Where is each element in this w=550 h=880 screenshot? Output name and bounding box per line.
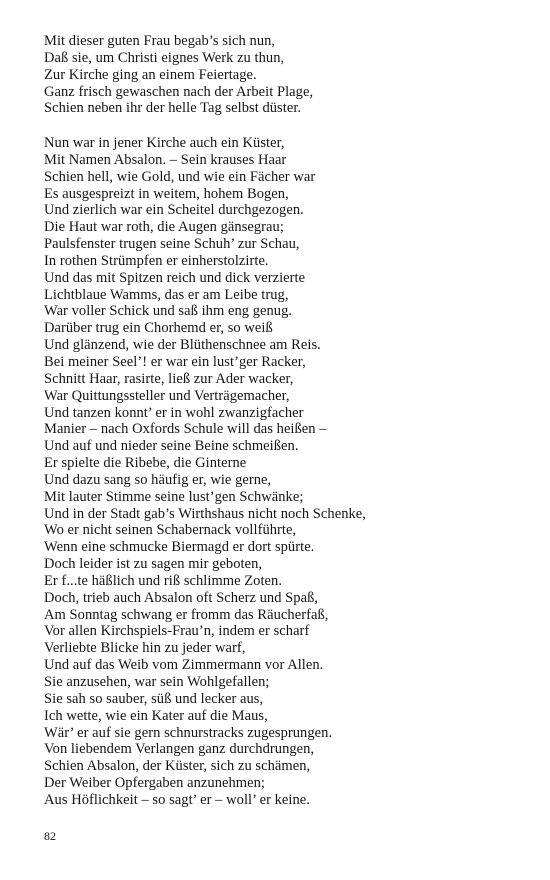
verse-line: Lichtblaue Wamms, das er am Leibe trug, bbox=[44, 286, 289, 303]
verse-line: Darüber trug ein Chorhemd er, so weiß bbox=[44, 320, 273, 337]
verse-line: Und auf das Weib vom Zimmermann vor Allen. bbox=[44, 657, 324, 674]
verse-line: Manier – nach Oxfords Schule will das heißen – bbox=[44, 421, 327, 438]
verse-line: War Quittungssteller und Verträgemacher, bbox=[44, 387, 290, 404]
verse-line: Und in der Stadt gab’s Wirthshaus nicht noch Schenke, bbox=[44, 505, 366, 522]
verse-line: Doch leider ist zu sagen mir geboten, bbox=[44, 556, 263, 573]
verse-line: Ganz frisch gewaschen nach der Arbeit Plage, bbox=[44, 83, 314, 100]
verse-line: Ich wette, wie ein Kater auf die Maus, bbox=[44, 707, 268, 724]
verse-line: Aus Höflichkeit – so sagt’ er – woll’ er keine. bbox=[44, 791, 310, 808]
verse-line: War voller Schick und saß ihm eng genug. bbox=[44, 303, 293, 320]
verse-line: Und glänzend, wie der Blüthenschnee am Reis. bbox=[44, 337, 321, 354]
verse-line: Doch, trieb auch Absalon oft Scherz und Spaß, bbox=[44, 589, 319, 606]
verse-line: Schien neben ihr der helle Tag selbst düster. bbox=[44, 100, 302, 117]
verse-line: Schien Absalon, der Küster, sich zu schämen, bbox=[44, 758, 311, 775]
verse-line: Wär’ er auf sie gern schnurstracks zugesprungen. bbox=[44, 724, 333, 741]
verse-line: In rothen Strümpfen er einherstolzirte. bbox=[44, 252, 269, 269]
verse-line: Und das mit Spitzen reich und dick verzierte bbox=[44, 269, 306, 286]
verse-line: Und auf und nieder seine Beine schmeißen. bbox=[44, 438, 299, 455]
verse-line: Bei meiner Seel’! er war ein lust’ger Racker, bbox=[44, 353, 306, 370]
verse-line: Schien hell, wie Gold, und wie ein Fächer war bbox=[44, 168, 316, 185]
page-number: 82 bbox=[44, 829, 56, 843]
verse-line: Der Weiber Opfergaben anzunehmen; bbox=[44, 775, 265, 792]
stanza-2 bbox=[44, 135, 366, 809]
verse-line: Er spielte die Ribebe, die Ginterne bbox=[44, 455, 247, 472]
verse-line: Mit Namen Absalon. – Sein krauses Haar bbox=[44, 151, 287, 168]
verse-line: Vor allen Kirchspiels-Frau’n, indem er scharf bbox=[44, 623, 310, 640]
verse-line: Mit dieser guten Frau begab’s sich nun, bbox=[44, 33, 276, 49]
verse-line: Er f...te häßlich und riß schlimme Zoten. bbox=[44, 572, 283, 589]
verse-line: Die Haut war roth, die Augen gänsegrau; bbox=[44, 219, 284, 236]
verse-line: Sie anzusehen, war sein Wohlgefallen; bbox=[44, 674, 270, 690]
verse-line: Paulsfenster trugen seine Schuh’ zur Schau, bbox=[44, 236, 300, 253]
verse-line: Wenn eine schmucke Biermagd er dort spürte. bbox=[44, 539, 315, 556]
verse-line: Und zierlich war ein Scheitel durchgezogen. bbox=[44, 202, 304, 219]
verse-line: Am Sonntag schwang er fromm das Räucherfaß, bbox=[44, 606, 329, 623]
verse-line: Nun war in jener Kirche auch ein Küster, bbox=[44, 135, 285, 151]
verse-line: Verliebte Blicke hin zu jeder warf, bbox=[44, 640, 246, 657]
verse-line: Und tanzen konnt’ er in wohl zwanzigfacher bbox=[44, 404, 304, 421]
verse-line: Zur Kirche ging an einem Feiertage. bbox=[44, 66, 257, 83]
stanza-1 bbox=[44, 33, 313, 117]
verse-line: Und dazu sang so häufig er, wie gerne, bbox=[44, 471, 272, 488]
verse-line: Von liebendem Verlangen ganz durchdrungen, bbox=[44, 741, 315, 758]
verse-line: Es ausgespreizt in weitem, hohem Bogen, bbox=[44, 185, 289, 202]
verse-line: Wo er nicht seinen Schabernack vollführte, bbox=[44, 522, 297, 539]
verse-line: Sie sah so sauber, süß und lecker aus, bbox=[44, 690, 264, 707]
verse-line: Daß sie, um Christi eignes Werk zu thun, bbox=[44, 49, 285, 66]
verse-line: Schnitt Haar, rasirte, ließ zur Ader wacker, bbox=[44, 370, 294, 387]
verse-line: Mit lauter Stimme seine lust’gen Schwänke; bbox=[44, 488, 304, 505]
